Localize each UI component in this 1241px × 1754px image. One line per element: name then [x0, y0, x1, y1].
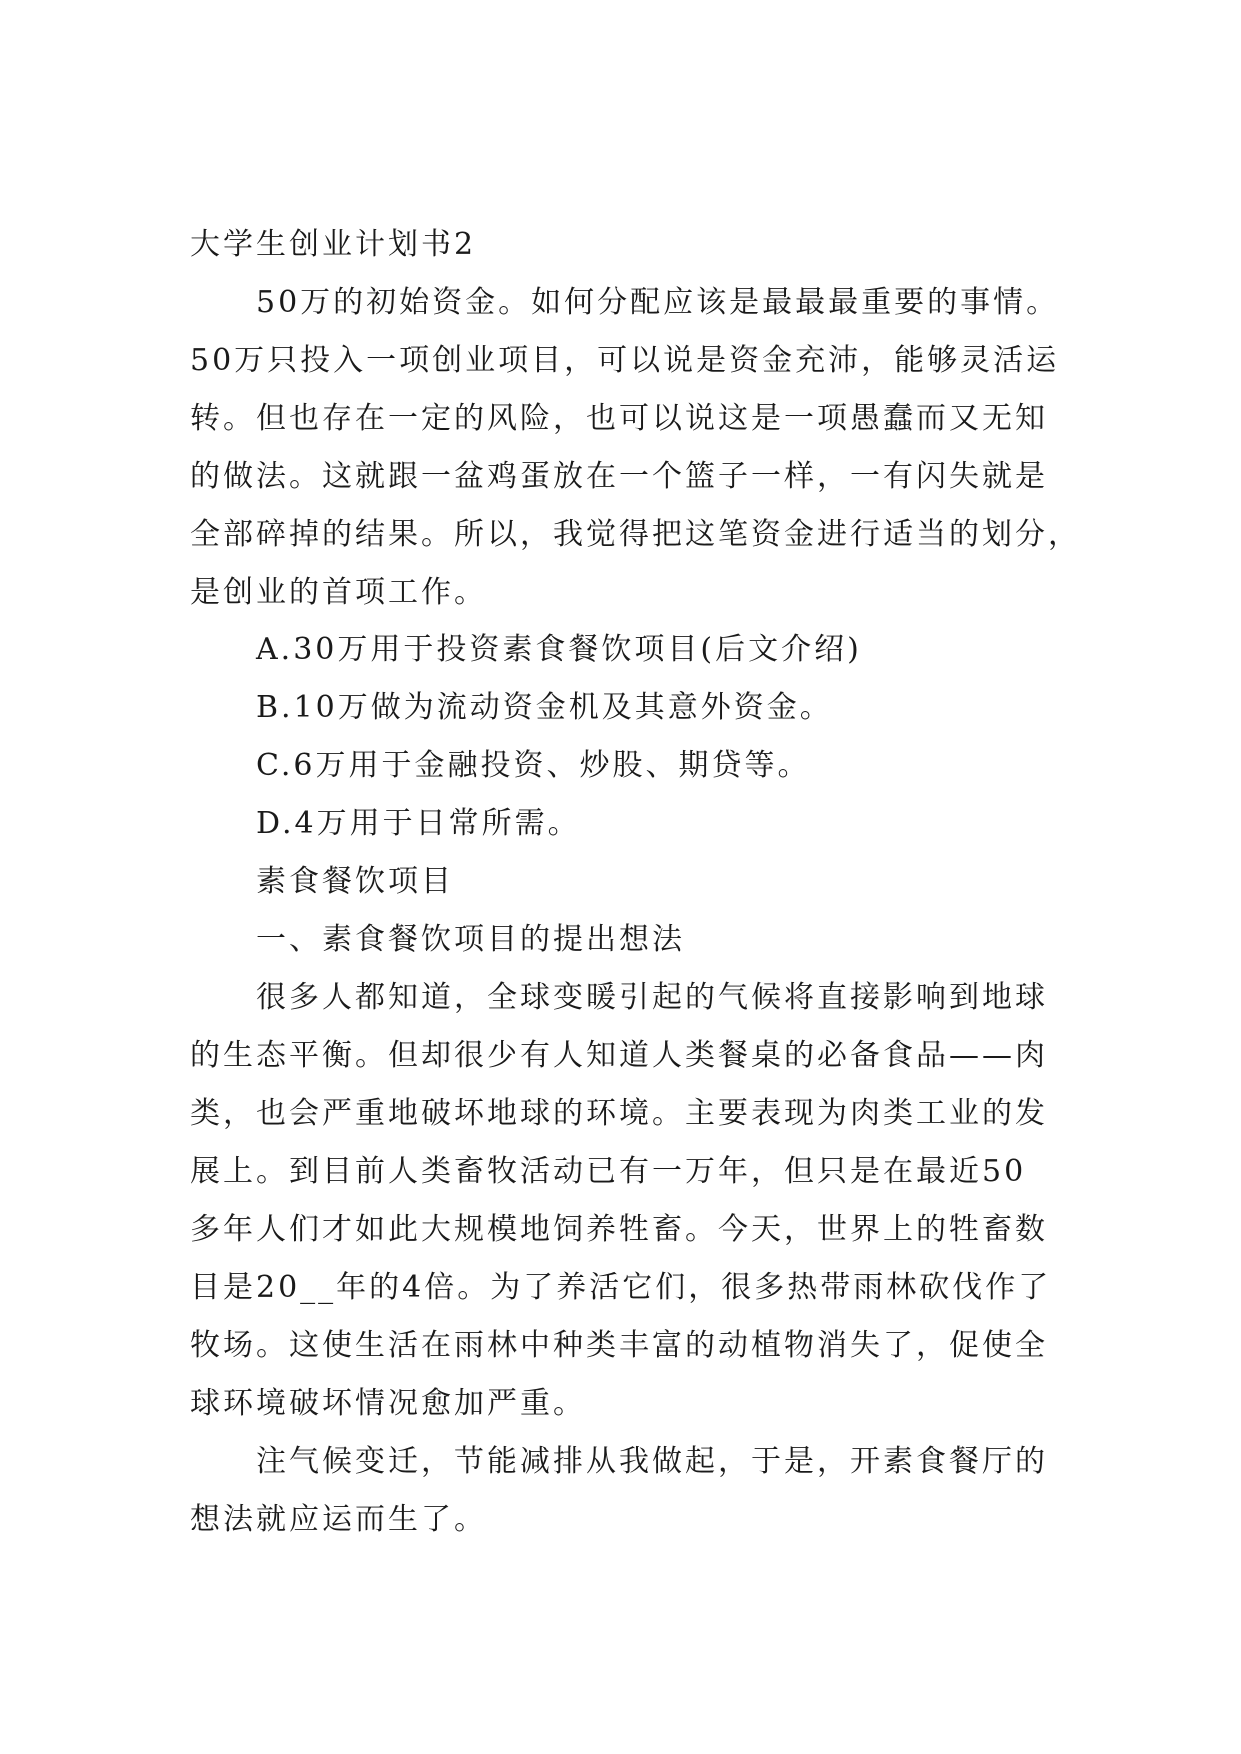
list-item: C.6万用于金融投资、炒股、期贷等。 — [256, 748, 811, 783]
text-line: 50万的初始资金。如何分配应该是最最最重要的事情。 — [256, 285, 1060, 320]
text-line: 很多人都知道，全球变暖引起的气候将直接影响到地球 — [256, 980, 1048, 1015]
list-item: A.30万用于投资素食餐饮项目(后文介绍) — [256, 632, 862, 667]
subsection-heading: 一、素食餐饮项目的提出想法 — [256, 922, 685, 957]
text-line: 全部碎掉的结果。所以，我觉得把这笔资金进行适当的划分， — [190, 517, 1081, 552]
text-line: 目是20__年的4倍。为了养活它们，很多热带雨林砍伐作了 — [190, 1270, 1052, 1305]
list-item: B.10万做为流动资金机及其意外资金。 — [256, 690, 833, 725]
text-line: 转。但也存在一定的风险，也可以说这是一项愚蠢而又无知 — [190, 401, 1048, 436]
text-line: 牧场。这使生活在雨林中种类丰富的动植物消失了，促使全 — [190, 1328, 1048, 1363]
document-title: 大学生创业计划书2 — [190, 227, 477, 262]
text-line: 的做法。这就跟一盆鸡蛋放在一个篮子一样，一有闪失就是 — [190, 459, 1048, 494]
text-line: 球环境破坏情况愈加严重。 — [190, 1386, 586, 1421]
text-line: 的生态平衡。但却很少有人知道人类餐桌的必备食品——肉 — [190, 1038, 1048, 1073]
text-line: 是创业的首项工作。 — [190, 575, 487, 610]
text-line: 多年人们才如此大规模地饲养牲畜。今天，世界上的牲畜数 — [190, 1212, 1048, 1247]
section-heading: 素食餐饮项目 — [256, 864, 454, 899]
text-line: 50万只投入一项创业项目，可以说是资金充沛，能够灵活运 — [190, 343, 1060, 378]
text-line: 注气候变迁，节能减排从我做起，于是，开素食餐厅的 — [256, 1444, 1048, 1479]
text-line: 展上。到目前人类畜牧活动已有一万年，但只是在最近50 — [190, 1154, 1027, 1189]
list-item: D.4万用于日常所需。 — [256, 806, 581, 841]
text-line: 类，也会严重地破坏地球的环境。主要表现为肉类工业的发 — [190, 1096, 1048, 1131]
text-line: 想法就应运而生了。 — [190, 1502, 487, 1537]
